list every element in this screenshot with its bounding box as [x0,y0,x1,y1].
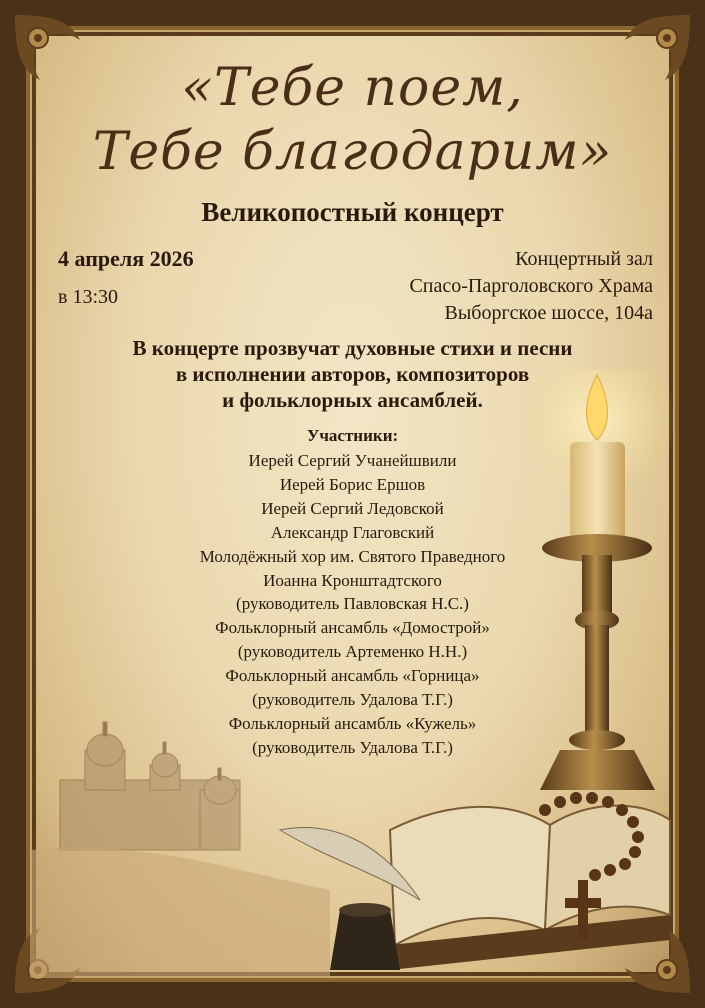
participant-line: (руководитель Удалова Т.Г.) [252,690,453,710]
venue-church: Спасо-Парголовского Храма [409,275,653,297]
concert-subtitle: Великопостный концерт [201,197,504,227]
participant-line: Иерей Борис Ершов [279,474,426,494]
participant-line: Иерей Сергий Учанейшвили [248,451,457,470]
venue-block [409,246,653,327]
concert-time: в 13:30 [58,286,118,308]
participant-line: Фольклорный ансамбль «Горница» [225,666,480,686]
open-book-icon [390,806,670,970]
participants-heading: Участники: [306,426,399,445]
participant-line: Иерей Сергий Ледовской [261,498,444,518]
participants-list [0,449,705,760]
participant-line: (руководитель Артеменко Н.Н.) [237,642,468,662]
participant-line: (руководитель Удалова Т.Г.) [252,737,453,757]
venue-address: Выборгское шоссе, 104а [444,302,653,324]
participant-line: (руководитель Павловская Н.С.) [236,594,469,614]
description-line: в исполнении авторов, композиторов [175,362,530,386]
concert-description [0,335,705,413]
participant-line: Фольклорный ансамбль «Кужель» [228,713,477,733]
participant-line: Александр Глаговский [270,522,435,542]
participant-line: Иоанна Кронштадтского [263,570,442,590]
participant-line: Фольклорный ансамбль «Домострой» [215,618,490,638]
concert-title-line1: «Тебе поем, [181,58,524,118]
participant-line: Молодёжный хор им. Святого Праведного [199,546,506,566]
description-line: В концерте прозвучат духовные стихи и песни [132,336,573,360]
concert-date: 4 апреля 2026 [58,246,194,271]
concert-title-line2: Тебе благодарим» [92,122,613,182]
inkwell-icon [330,910,400,970]
description-line: и фольклорных ансамблей. [222,388,483,412]
venue-hall: Концертный зал [515,248,653,270]
